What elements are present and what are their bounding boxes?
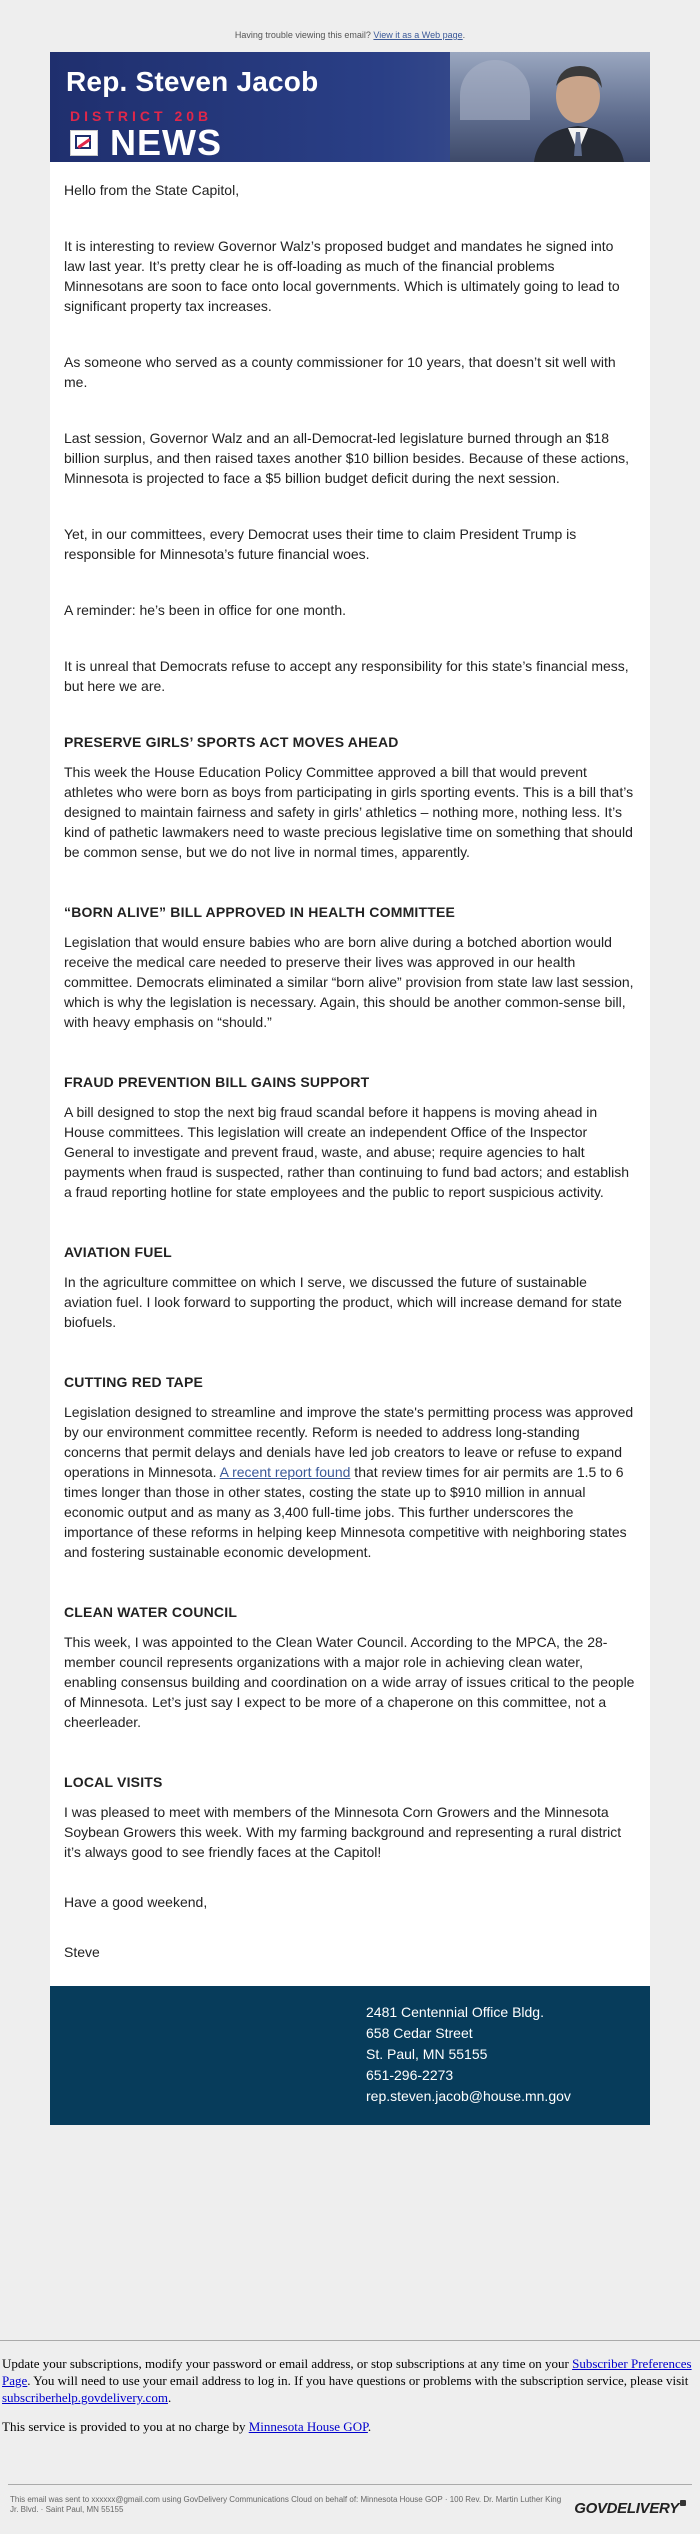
section-heading: PRESERVE GIRLS’ SPORTS ACT MOVES AHEAD (64, 734, 399, 750)
email-body (50, 52, 650, 2125)
service-provider-paragraph: This service is provided to you at no charge by Minnesota House GOP. (2, 2419, 372, 2434)
section-born-alive (64, 902, 636, 1032)
section-heading: CUTTING RED TAPE (64, 1374, 204, 1390)
subscription-notice (0, 2340, 700, 2447)
section-heading: FRAUD PREVENTION BILL GAINS SUPPORT (64, 1074, 370, 1090)
section-body: This week, I was appointed to the Clean Water Council. According to the MPCA, the 28-member council represents organizations with a major role in achieving clean water, enabling consensus building and coordination on a wide array of issues critical to the people of Minnesota. Let’s just say I expect to be more of a chaperone on this committee, not a cheerleader. (64, 1634, 635, 1730)
house-gop-link[interactable]: Minnesota House GOP (248, 2419, 368, 2434)
newsletter-content (50, 162, 650, 1962)
govdelivery-logo[interactable]: GOVDELIVERY (574, 2500, 686, 2517)
header-banner (50, 52, 650, 162)
subscription-paragraph: Update your subscriptions, modify your password or email address, or stop subscriptions at any time on your Subscriber Preferences Page. You will need to use your email address to log in. If you have questions or problems with the subscription service, please visit subscriberhelp.govdelivery.com. (2, 2356, 692, 2405)
closing-line: Have a good weekend, (64, 1894, 208, 1910)
section-body: Legislation designed to streamline and improve the state's permitting process was approved by our environment committee recently. Reform is needed to address long-standing concerns that permit delays and denials have led job creators to leave or refuse to expand operations in Minnesota. A recent report found that review times for air permits are 1.5 to 6 times longer than those in other states, costing the state up to $910 million in annual economic output and as many as 3,400 full-time jobs. This further underscores the importance of these reforms in helping keep Minnesota competitive with neighboring states and fostering sustainable economic development. (64, 1404, 634, 1560)
representative-name: Rep. Steven Jacob (66, 66, 319, 97)
greeting: Hello from the State Capitol, (64, 182, 240, 198)
contact-footer (50, 1986, 650, 2125)
contact-address-line: 2481 Centennial Office Bldg. (366, 2004, 544, 2020)
house-logo-icon (70, 130, 98, 156)
section-body: Legislation that would ensure babies who are born alive during a botched abortion would receive the medical care needed to preserve their lives was approved in our health committee. Democrats eliminated a similar “born alive” provision from state law last session, which is why the legislation is necessary. Again, this should be another common-sense bill, with heavy emphasis on “should.” (64, 934, 634, 1030)
subscriber-preferences-link[interactable]: Subscriber Preferences Page (2, 2356, 692, 2388)
section-heading: “BORN ALIVE” BILL APPROVED IN HEALTH COMMITTEE (64, 904, 456, 920)
section-heading: LOCAL VISITS (64, 1774, 163, 1790)
district-label: DISTRICT 20B (70, 108, 213, 124)
section-aviation-fuel (64, 1242, 636, 1332)
section-heading: AVIATION FUEL (64, 1244, 172, 1260)
section-body: A bill designed to stop the next big fraud scandal before it happens is moving ahead in House committees. This legislation will create an independent Office of the Inspector General to investigate and prevent fraud, waste, and abuse; require agencies to halt payments when fraud is suspected, rather than continuing to fund bad actors; and establish a fraud reporting hotline for state employees and the public to report suspicious activity. (64, 1104, 630, 1200)
section-red-tape (64, 1372, 636, 1562)
section-heading: CLEAN WATER COUNCIL (64, 1604, 238, 1620)
contact-address-line: St. Paul, MN 55155 (366, 2046, 488, 2062)
legal-footer (0, 2484, 700, 2515)
section-fraud-prevention (64, 1072, 636, 1202)
section-body: This week the House Education Policy Committee approved a bill that would prevent athletes who were born as boys from participating in girls sporting events. This is a bill that’s designed to maintain fairness and safety in girls’ athletics – nothing more, nothing less. It’s kind of pathetic lawmakers need to waste precious legislative time on something that should be common sense, but we do not live in normal times, apparently. (64, 764, 634, 860)
contact-email[interactable]: rep.steven.jacob@house.mn.gov (366, 2088, 571, 2104)
section-body: In the agriculture committee on which I serve, we discussed the future of sustainable aviation fuel. I look forward to supporting the product, which will increase demand for state biofuels. (64, 1274, 622, 1330)
intro-paragraph: Yet, in our committees, every Democrat uses their time to claim President Trump is responsible for Minnesota’s future financial woes. (64, 526, 577, 562)
speech-bubble-icon (680, 2500, 686, 2506)
recent-report-link[interactable]: A recent report found (219, 1464, 351, 1480)
trouble-viewing-note: Having trouble viewing this email? View it as a Web page. (234, 30, 466, 40)
signature: Steve (64, 1944, 100, 1960)
view-web-page-link[interactable]: View it as a Web page (373, 30, 463, 40)
intro-paragraph: It is interesting to review Governor Walz’s proposed budget and mandates he signed into law last year. It’s pretty clear he is off-loading as much of the financial problems Minnesotans are soon to face onto local governments. Which is ultimately going to lead to significant property tax increases. (64, 238, 620, 314)
contact-address-line: 658 Cedar Street (366, 2025, 473, 2041)
intro-paragraph: A reminder: he’s been in office for one month. (64, 602, 346, 618)
section-clean-water (64, 1602, 636, 1732)
intro-paragraph: Last session, Governor Walz and an all-Democrat-led legislature burned through an $18 billion surplus, and then raised taxes another $10 billion besides. Because of these actions, Minnesota is projected to face a $5 billion budget deficit during the next session. (64, 430, 630, 486)
subscriber-help-link[interactable]: subscriberhelp.govdelivery.com (2, 2390, 168, 2405)
section-local-visits (64, 1772, 636, 1862)
section-girls-sports (64, 732, 636, 862)
section-body: I was pleased to meet with members of the Minnesota Corn Growers and the Minnesota Soybean Growers this week. With my farming background and representing a rural district it’s always good to see friendly faces at the Capitol! (64, 1804, 622, 1860)
intro-paragraph: It is unreal that Democrats refuse to accept any responsibility for this state’s financial mess, but here we are. (64, 658, 629, 694)
trouble-viewing-text: Having trouble viewing this email? (234, 30, 371, 40)
intro-paragraph: As someone who served as a county commissioner for 10 years, that doesn’t sit well with me. (64, 354, 616, 390)
portrait-photo (516, 56, 636, 162)
news-label: NEWS (110, 122, 222, 162)
sent-to-notice: This email was sent to xxxxxx@gmail.com using GovDelivery Communications Cloud on behalf of: Minnesota House GOP · 100 Rev. Dr. Martin Luther King Jr. Blvd. · Saint Paul, MN 55155 (10, 2495, 562, 2514)
contact-phone: 651-296-2273 (366, 2067, 454, 2083)
